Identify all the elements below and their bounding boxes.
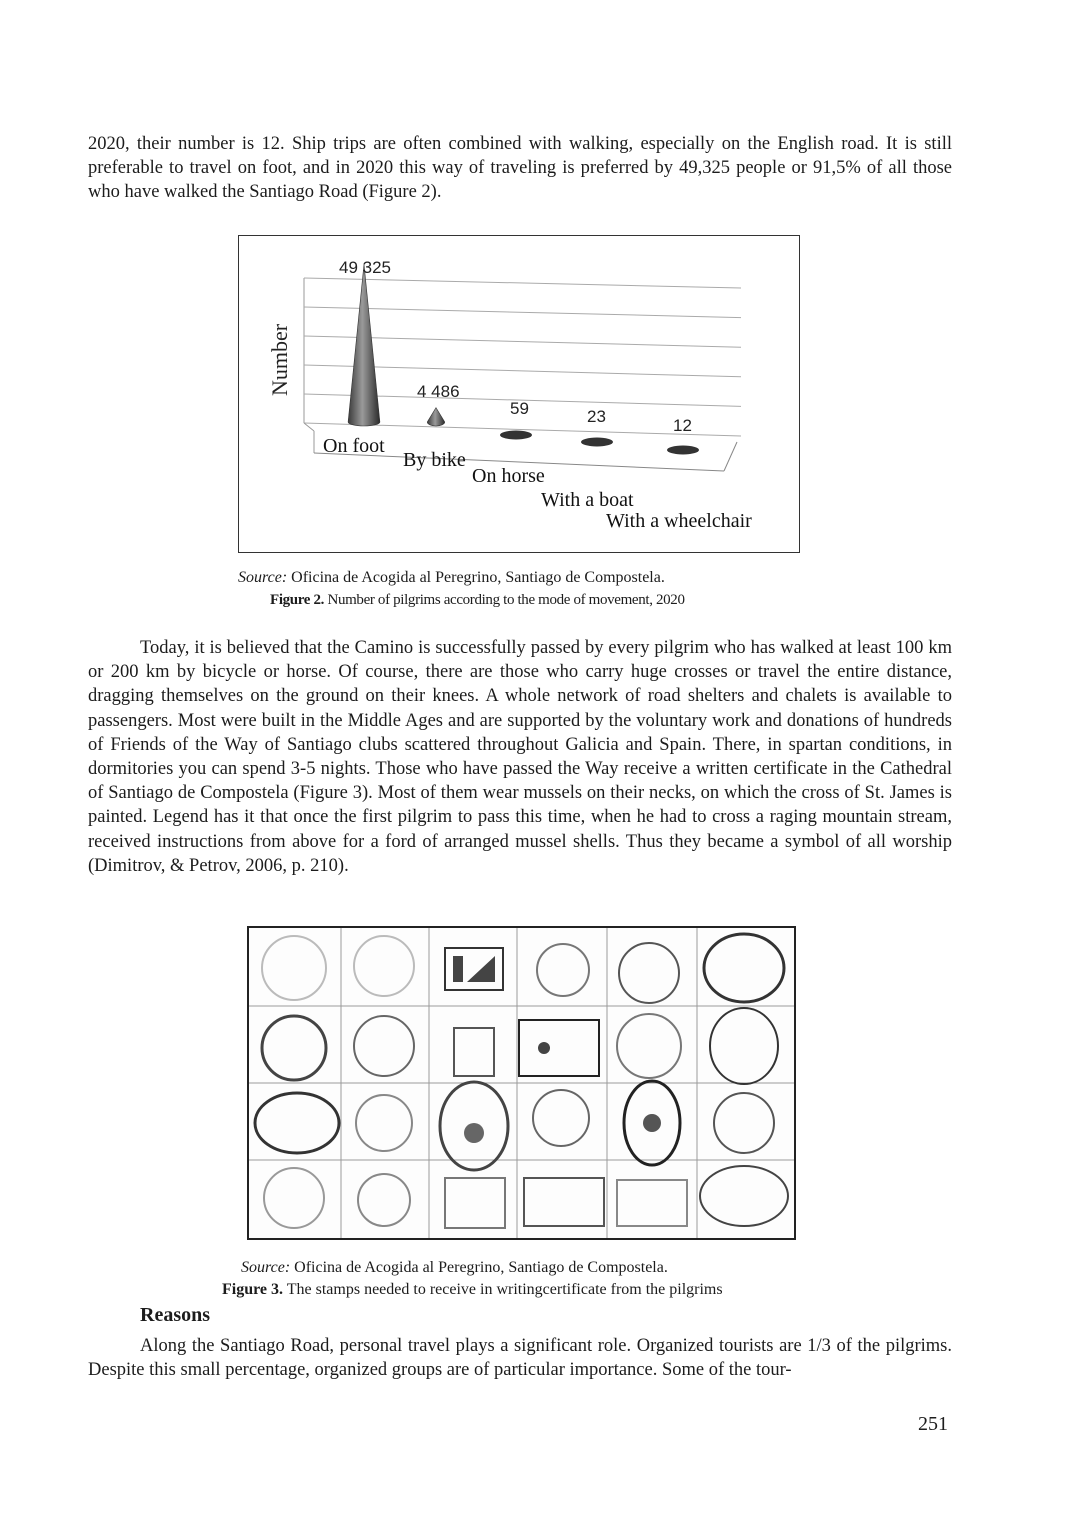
paragraph-top: 2020, their number is 12. Ship trips are often combined with walking, especially on the English road. It is still preferable to travel on foot, and in 2020 this way of traveling is preferred by 49,325 people or 91,5% of all those who have walked the Santiago Road (Figure 2). [88,134,952,203]
category-label-1: By bike [403,449,466,471]
figure-2-caption-label: Figure 2. [270,592,325,608]
chart-gridline [304,278,741,288]
pilgrim-stamps-picture [249,928,794,1238]
cone-chart [239,236,799,552]
cone-bar-on-foot [348,264,380,426]
category-label-4: With a wheelchair [606,510,752,532]
figure-3-caption [222,1280,723,1300]
data-label-3: 23 [587,407,606,426]
cone-bar-with-a-wheelchair [667,446,699,455]
category-label-2: On horse [472,465,545,487]
cone-bar-on-horse [500,431,532,440]
cone-bar-with-a-boat [581,438,613,447]
section-heading-reasons: Reasons [140,1304,211,1326]
figure-3-caption-label: Figure 3. [222,1281,284,1298]
data-label-4: 12 [673,416,692,435]
figure-2-caption-text: Number of pilgrims according to the mode of movement, 2020 [327,592,685,608]
data-label-0: 49 325 [339,258,391,277]
figure-2-source-text: Oficina de Acogida al Peregrino, Santiago de Compostela. [291,569,665,586]
chart-y-axis-label: Number [267,323,292,396]
figure-2-source-label: Source: [238,569,288,586]
paragraph-middle: Today, it is believed that the Camino is successfully passed by every pilgrim who has walked at least 100 km or 200 km by bicycle or horse. Of course, there are those who carry huge crosses or travel the entire distance, dragging themselves on the ground on their knees. A whole network of road shelters and chalets is available to passengers. Most were built in the Middle Ages and are supported by the voluntary work and donations of hundreds of Friends of the Way of Santiago clubs scattered throughout Galicia and Spain. There, in spartan conditions, in dormitories you can spend 3-5 nights. Those who have passed the Way receive a written certificate in the Cathedral of Santiago de Compostela (Figure 3). Most of them wear mussels on their necks, on which the cross of St. James is painted. Legend has it that once the first pilgrim to pass this time, when he had to cross a raging mountain stream, received instructions from above for a ford of arranged mussel shells. Thus they became a symbol of all worship (Dimitrov, & Petrov, 2006, p. 210). [88,638,952,876]
figure-3-caption-text: The stamps needed to receive in writingcertificate from the pilgrims [286,1281,723,1298]
data-label-1: 4 486 [417,382,460,401]
data-label-2: 59 [510,399,529,418]
figure-2-chart [238,235,800,553]
figure-2-source [238,568,665,588]
paragraph-bottom: Along the Santiago Road, personal travel plays a significant role. Organized tourists are 1/3 of the pilgrims. Despite this small percentage, organized groups are of particular importance. Some of the tour- [88,1336,952,1381]
figure-3-source-label: Source: [241,1259,291,1276]
figure-3-source [241,1258,668,1278]
chart-floor-right-edge [724,442,737,471]
category-label-0: On foot [323,435,385,457]
figure-3-stamps-image [247,926,796,1240]
page-number: 251 [918,1413,948,1435]
figure-3-source-text: Oficina de Acogida al Peregrino, Santiago de Compostela. [294,1259,668,1276]
chart-side-wall-edge [304,423,314,431]
cone-bar-by-bike [427,408,444,426]
category-label-3: With a boat [541,489,634,511]
figure-2-caption [270,590,685,610]
chart-gridline [304,307,741,318]
